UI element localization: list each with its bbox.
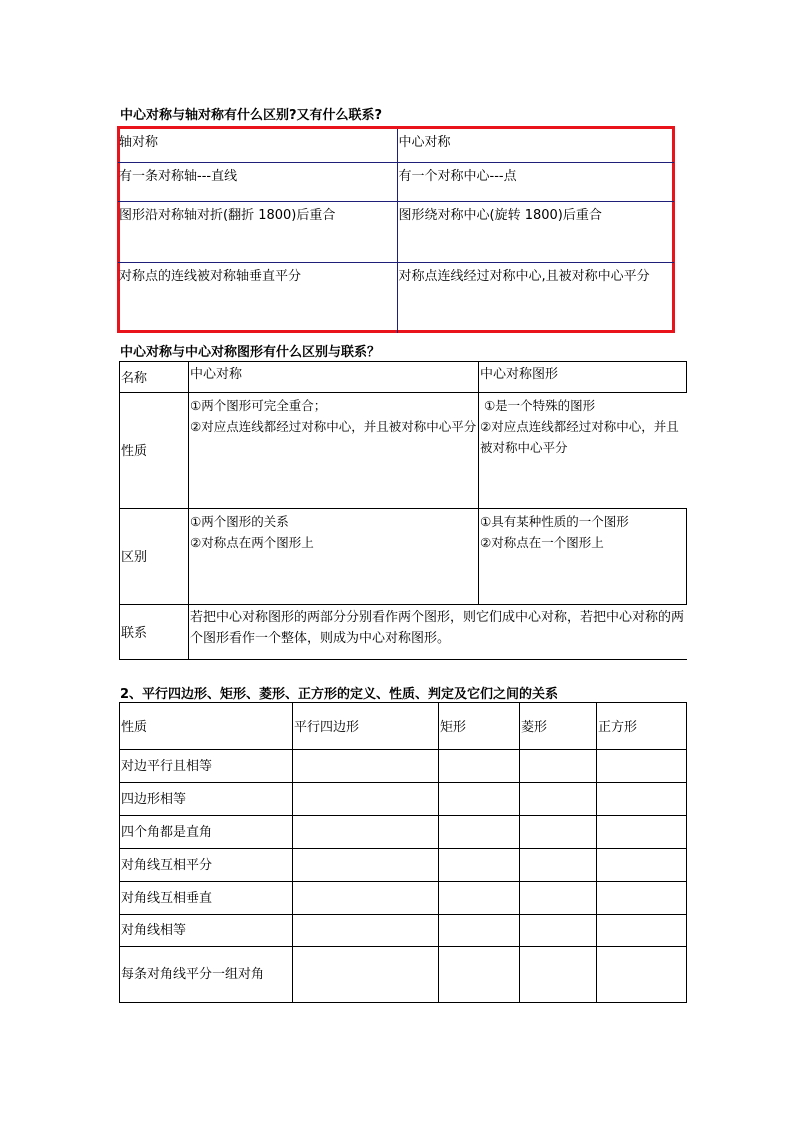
- table-cell: [597, 915, 687, 947]
- table-cell: [293, 915, 439, 947]
- table-cell: [597, 783, 687, 816]
- table-cell: [520, 915, 597, 947]
- table-cell: 有一个对称中心---点: [397, 162, 674, 201]
- table-row: [118, 262, 674, 333]
- table-cell: 性质: [120, 393, 189, 509]
- table-cell: [479, 393, 687, 509]
- table-cell: 对称点连线经过对称中心,且被对称中心平分: [397, 262, 674, 333]
- cell-line: ②对应点连线都经过对称中心，并且被对称中心平分: [480, 419, 679, 455]
- table-row: [120, 849, 687, 882]
- cell-line: ①具有某种性质的一个图形: [480, 514, 629, 529]
- table-header-cell: 正方形: [597, 703, 687, 750]
- table-cell: 对边平行且相等: [120, 750, 293, 783]
- table-row: [120, 882, 687, 915]
- symmetry-comparison-table: [118, 129, 674, 333]
- table-cell: [597, 882, 687, 915]
- table-cell: 中心对称图形: [479, 362, 687, 393]
- cell-line: ②对称点在一个图形上: [480, 535, 604, 550]
- table-cell: [520, 783, 597, 816]
- table-cell: 四个角都是直角: [120, 816, 293, 849]
- table-cell: [520, 849, 597, 882]
- section-title-quadrilaterals: 2、平行四边形、矩形、菱形、正方形的定义、性质、判定及它们之间的关系: [120, 687, 559, 702]
- table-cell: [439, 783, 520, 816]
- cell-line: ①是一个特殊的图形: [480, 398, 596, 413]
- table-cell: [293, 750, 439, 783]
- table-cell: [439, 816, 520, 849]
- table-cell: [439, 750, 520, 783]
- table-row: [118, 129, 674, 162]
- table-cell: [293, 882, 439, 915]
- table-header-cell: 菱形: [520, 703, 597, 750]
- table-row: [120, 947, 687, 1003]
- table-cell: [293, 849, 439, 882]
- table-cell: [520, 882, 597, 915]
- table-cell: [293, 947, 439, 1003]
- section-title-symmetry: 中心对称与轴对称有什么区别?又有什么联系?: [120, 108, 383, 123]
- cell-line: ①两个图形可完全重合；: [190, 398, 327, 413]
- table-cell: 四边形相等: [120, 783, 293, 816]
- table-cell: 中心对称: [189, 362, 479, 393]
- table-row: [120, 509, 687, 605]
- cell-line: ②对称点在两个图形上: [190, 535, 314, 550]
- quadrilateral-properties-table: [119, 702, 687, 1003]
- table-row: [120, 915, 687, 947]
- table-row: [120, 816, 687, 849]
- table-cell: 联系: [120, 605, 189, 660]
- table-cell: 每条对角线平分一组对角: [120, 947, 293, 1003]
- table-cell: 名称: [120, 362, 189, 393]
- table-cell: [293, 783, 439, 816]
- table-cell: [439, 849, 520, 882]
- table-cell: [439, 882, 520, 915]
- table-header-cell: 矩形: [439, 703, 520, 750]
- table-header-cell: 性质: [120, 703, 293, 750]
- table-row: [120, 703, 687, 750]
- section-title-central-symmetry: 中心对称与中心对称图形有什么区别与联系？: [120, 345, 381, 360]
- table-cell: 对角线互相垂直: [120, 882, 293, 915]
- table-cell: 图形沿对称轴对折(翻折 1800)后重合: [118, 201, 397, 262]
- table-cell: [293, 816, 439, 849]
- table-cell: [520, 750, 597, 783]
- table-row: [120, 783, 687, 816]
- table-cell: 轴对称: [118, 129, 397, 162]
- central-symmetry-table: [119, 361, 687, 660]
- table-cell: 有一条对称轴---直线: [118, 162, 397, 201]
- table-cell: 区别: [120, 509, 189, 605]
- table-cell: [520, 816, 597, 849]
- cell-line: ①两个图形的关系: [190, 514, 289, 529]
- table-cell: 对称点的连线被对称轴垂直平分: [118, 262, 397, 333]
- table-cell: [597, 750, 687, 783]
- table-cell: [189, 393, 479, 509]
- table-cell: [597, 816, 687, 849]
- table-row: [120, 393, 687, 509]
- cell-line: ②对应点连线都经过对称中心，并且被对称中心平分: [190, 419, 477, 434]
- table-cell: [479, 509, 687, 605]
- table-row: [120, 750, 687, 783]
- table-cell: 对角线相等: [120, 915, 293, 947]
- table-cell: 对角线互相平分: [120, 849, 293, 882]
- table-cell: 若把中心对称图形的两部分分别看作两个图形，则它们成中心对称，若把中心对称的两个图形看作一个整体，则成为中心对称图形。: [189, 605, 687, 660]
- table-row: [120, 362, 687, 393]
- table-header-cell: 平行四边形: [293, 703, 439, 750]
- table-cell: [597, 849, 687, 882]
- table-cell: [439, 915, 520, 947]
- table-cell: [439, 947, 520, 1003]
- table-cell: 中心对称: [397, 129, 674, 162]
- table-row: [118, 201, 674, 262]
- table-row: [118, 162, 674, 201]
- table-cell: [520, 947, 597, 1003]
- table-cell: 图形绕对称中心(旋转 1800)后重合: [397, 201, 674, 262]
- table-cell: [597, 947, 687, 1003]
- table-cell: [189, 509, 479, 605]
- table-row: [120, 605, 687, 660]
